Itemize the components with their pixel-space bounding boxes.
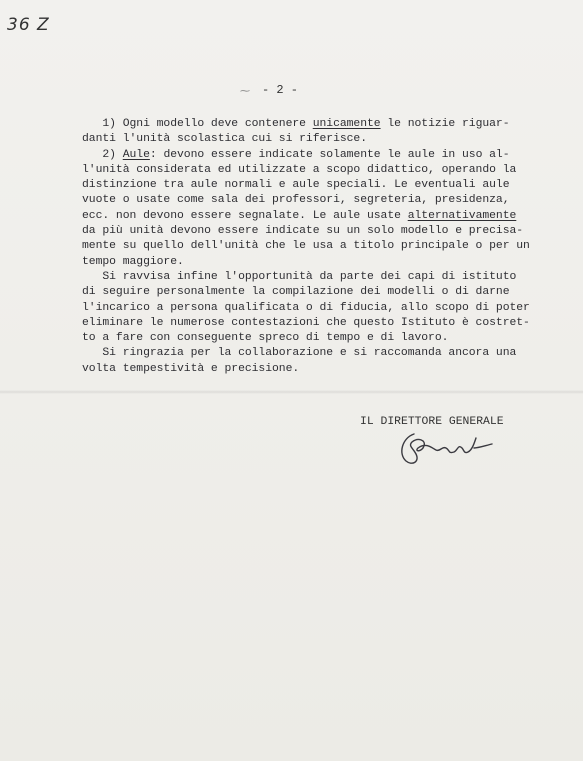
text-segment: le notizie riguar- xyxy=(380,118,510,130)
text-line xyxy=(82,255,552,270)
text-line xyxy=(82,178,552,193)
text-segment: distinzione tra aule normali e aule speciali. Le eventuali aule xyxy=(82,179,510,192)
tick-mark: ⁓ xyxy=(240,87,250,98)
underlined-word: Aule xyxy=(122,148,150,161)
text-line xyxy=(82,193,552,208)
text-line xyxy=(82,117,552,132)
text-line xyxy=(82,316,552,331)
text-segment: l'unità considerata ed utilizzate a scopo didattico, operando la xyxy=(82,163,517,176)
text-segment: 1) Ogni modello deve contenere xyxy=(82,118,313,130)
text-segment: : devono essere indicate solamente le aule in uso al- xyxy=(149,148,510,161)
text-line xyxy=(82,301,552,316)
text-line xyxy=(82,163,552,178)
letter-body xyxy=(82,117,552,377)
text-segment: eliminare le numerose contestazioni che questo Istituto è costret- xyxy=(82,316,530,329)
underlined-word: unicamente xyxy=(312,118,381,130)
text-segment: Si ringrazia per la collaborazione e si raccomanda ancora una xyxy=(82,347,517,360)
text-line xyxy=(82,224,552,239)
text-segment: tempo maggiore. xyxy=(82,255,184,268)
text-line xyxy=(82,270,552,285)
text-segment: 2) xyxy=(82,148,123,161)
text-segment: da più unità devono essere indicate su un solo modello e precisa- xyxy=(82,225,524,238)
text-segment: ecc. non devono essere segnalate. Le aule usate xyxy=(82,209,408,222)
text-segment: volta tempestività e precisione. xyxy=(82,362,300,375)
page-number: - 2 - xyxy=(262,83,299,97)
paragraph xyxy=(82,346,552,377)
paragraph xyxy=(82,117,552,148)
text-segment: to a fare con conseguente spreco di tempo e di lavoro. xyxy=(82,332,449,345)
text-line xyxy=(82,346,552,361)
text-line xyxy=(82,148,552,163)
text-line xyxy=(82,239,552,254)
text-segment: Si ravvisa infine l'opportunità da parte dei capi di istituto xyxy=(82,270,517,283)
text-segment: vuote o usate come sala dei professori, segreteria, presidenza, xyxy=(82,194,510,207)
text-segment: danti l'unità scolastica cui si riferisce. xyxy=(82,133,367,146)
handwritten-signature xyxy=(396,428,506,468)
archive-number: 36 Z xyxy=(7,15,50,35)
text-line xyxy=(82,132,552,147)
underlined-word: alternativamente xyxy=(407,209,517,222)
text-segment: di seguire personalmente la compilazione dei modelli o di darne xyxy=(82,286,510,299)
text-line xyxy=(82,362,552,377)
text-segment: l'incarico a persona qualificata o di fiducia, allo scopo di poter xyxy=(82,301,530,314)
text-line xyxy=(82,285,552,300)
paper-fold xyxy=(0,390,583,394)
text-segment: mente su quello dell'unità che le usa a titolo principale o per un xyxy=(82,240,530,253)
paragraph xyxy=(82,270,552,346)
signature-title: IL DIRETTORE GENERALE xyxy=(360,416,504,428)
text-line xyxy=(82,209,552,224)
text-line xyxy=(82,331,552,346)
paragraph xyxy=(82,148,552,270)
